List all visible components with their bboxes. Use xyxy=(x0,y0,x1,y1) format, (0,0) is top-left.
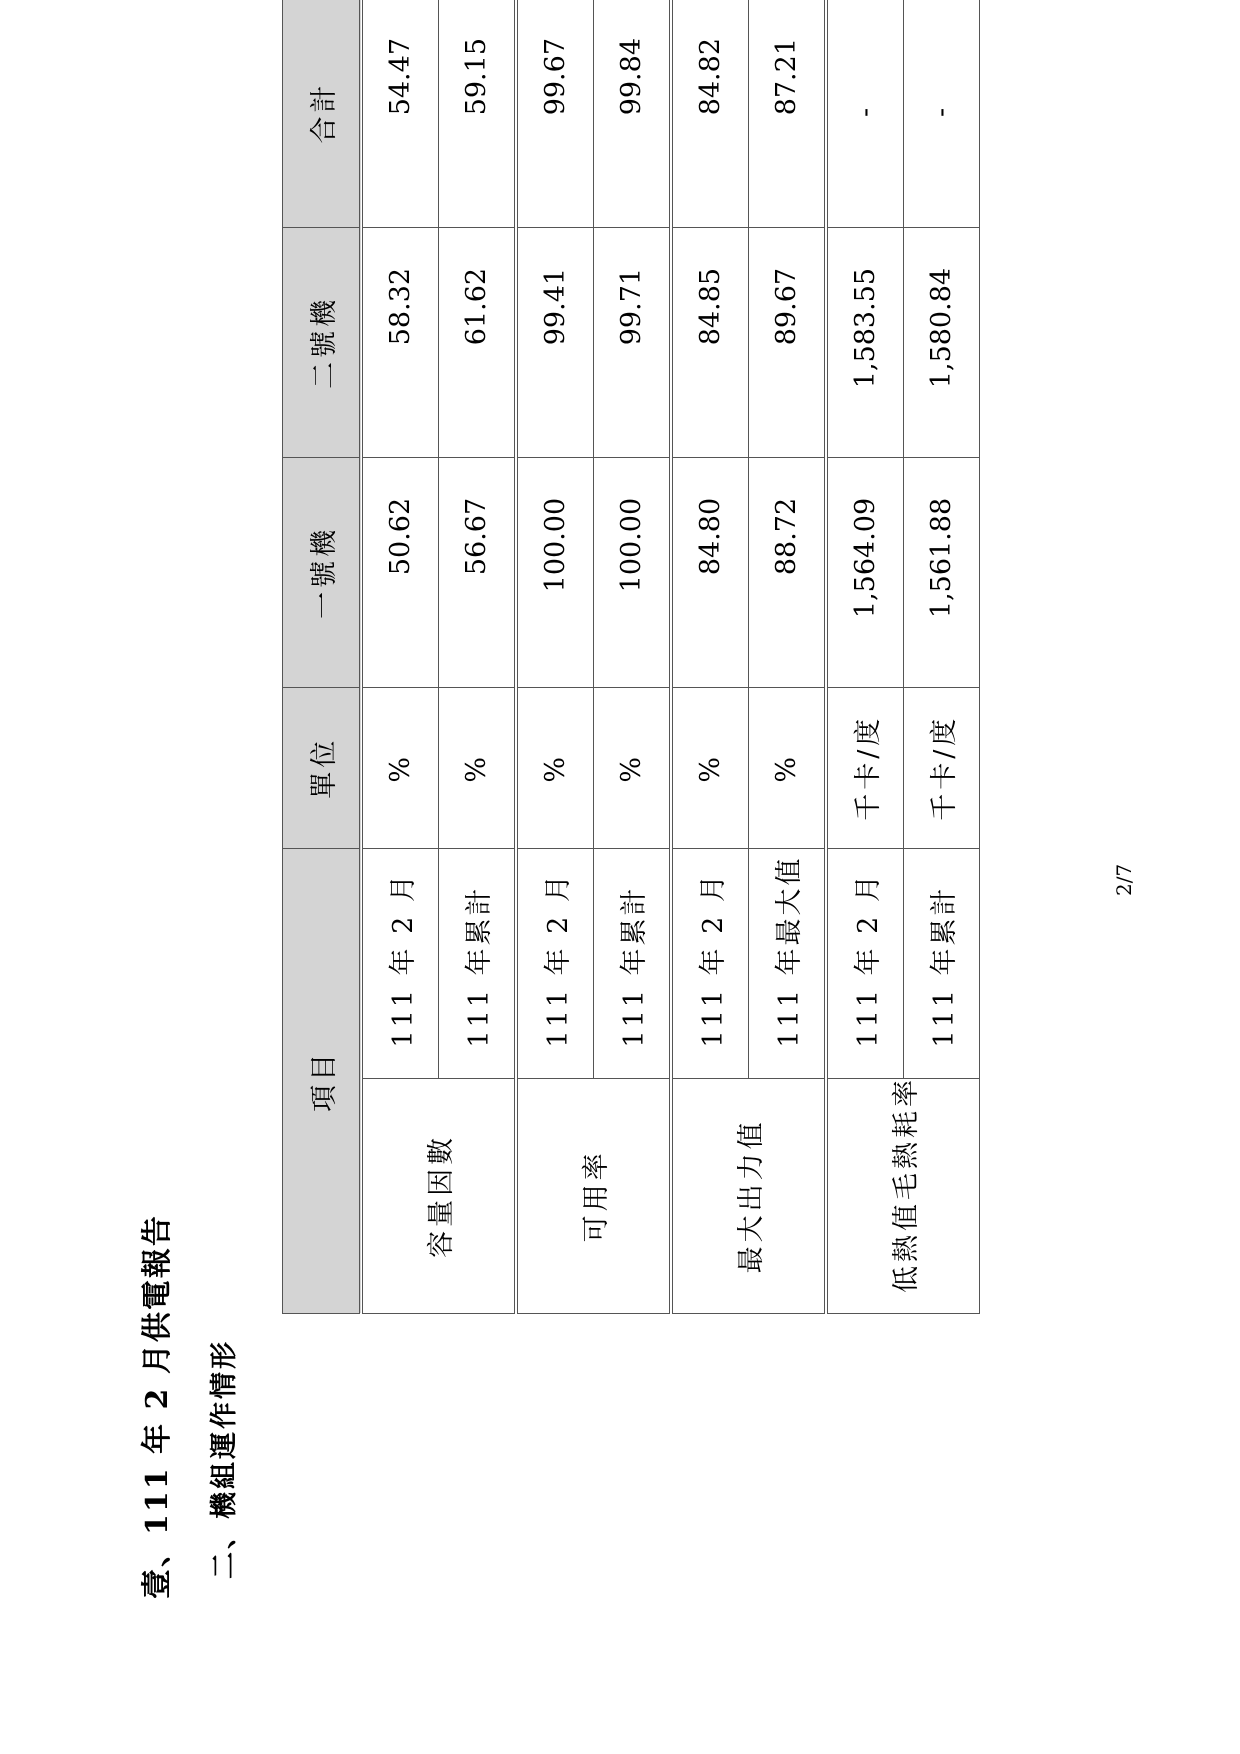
unit-1-value: 50.62 xyxy=(361,457,439,687)
unit-2-value: 99.41 xyxy=(516,227,594,457)
group-label: 容量因數 xyxy=(361,1078,516,1313)
unit-2-value: 99.71 xyxy=(594,227,672,457)
group-label: 可用率 xyxy=(516,1078,671,1313)
unit-1-value: 88.72 xyxy=(749,457,827,687)
unit-cell: 千卡/度 xyxy=(826,687,904,848)
period-label: 111 年累計 xyxy=(439,848,517,1078)
unit-1-value: 56.67 xyxy=(439,457,517,687)
unit-2-value: 58.32 xyxy=(361,227,439,457)
page-number: 2/7 xyxy=(1112,863,1136,896)
unit-2-value: 89.67 xyxy=(749,227,827,457)
total-value: 84.82 xyxy=(671,0,749,227)
header-row xyxy=(283,0,362,1314)
unit-2-value: 61.62 xyxy=(439,227,517,457)
unit-cell: % xyxy=(361,687,439,848)
section-heading: 二、機組運作情形 xyxy=(209,1339,240,1579)
header-unit: 單位 xyxy=(283,687,362,848)
period-label: 111 年最大值 xyxy=(749,848,827,1078)
unit-1-value: 100.00 xyxy=(594,457,672,687)
total-value: 99.84 xyxy=(594,0,672,227)
header-unit-1: 一號機 xyxy=(283,457,362,687)
table-row xyxy=(826,0,904,1314)
period-label: 111 年 2 月 xyxy=(361,848,439,1078)
header-item: 項目 xyxy=(283,848,362,1313)
table-row xyxy=(516,0,594,1314)
total-value: 54.47 xyxy=(361,0,439,227)
period-label: 111 年累計 xyxy=(594,848,672,1078)
unit-2-value: 1,583.55 xyxy=(826,227,904,457)
total-value: - xyxy=(904,0,980,227)
unit-cell: % xyxy=(594,687,672,848)
total-value: 99.67 xyxy=(516,0,594,227)
unit-1-value: 100.00 xyxy=(516,457,594,687)
unit-cell: % xyxy=(439,687,517,848)
period-label: 111 年 2 月 xyxy=(516,848,594,1078)
unit-1-value: 1,561.88 xyxy=(904,457,980,687)
unit-1-value: 1,564.09 xyxy=(826,457,904,687)
unit-cell: 千卡/度 xyxy=(904,687,980,848)
report-title: 壹、111 年 2 月供電報告 xyxy=(140,1214,175,1599)
table-row xyxy=(671,0,749,1314)
unit-2-value: 84.85 xyxy=(671,227,749,457)
total-value: 87.21 xyxy=(749,0,827,227)
unit-cell: % xyxy=(671,687,749,848)
group-label: 最大出力值 xyxy=(671,1078,826,1313)
period-label: 111 年 2 月 xyxy=(826,848,904,1078)
period-label: 111 年累計 xyxy=(904,848,980,1078)
unit-1-value: 84.80 xyxy=(671,457,749,687)
unit-operation-table xyxy=(282,0,980,1314)
table-row xyxy=(361,0,439,1314)
unit-cell: % xyxy=(516,687,594,848)
group-label: 低熱值毛熱耗率 xyxy=(826,1078,980,1313)
header-unit-2: 二號機 xyxy=(283,227,362,457)
total-value: 59.15 xyxy=(439,0,517,227)
unit-cell: % xyxy=(749,687,827,848)
total-value: - xyxy=(826,0,904,227)
period-label: 111 年 2 月 xyxy=(671,848,749,1078)
header-total: 合計 xyxy=(283,0,362,227)
unit-2-value: 1,580.84 xyxy=(904,227,980,457)
